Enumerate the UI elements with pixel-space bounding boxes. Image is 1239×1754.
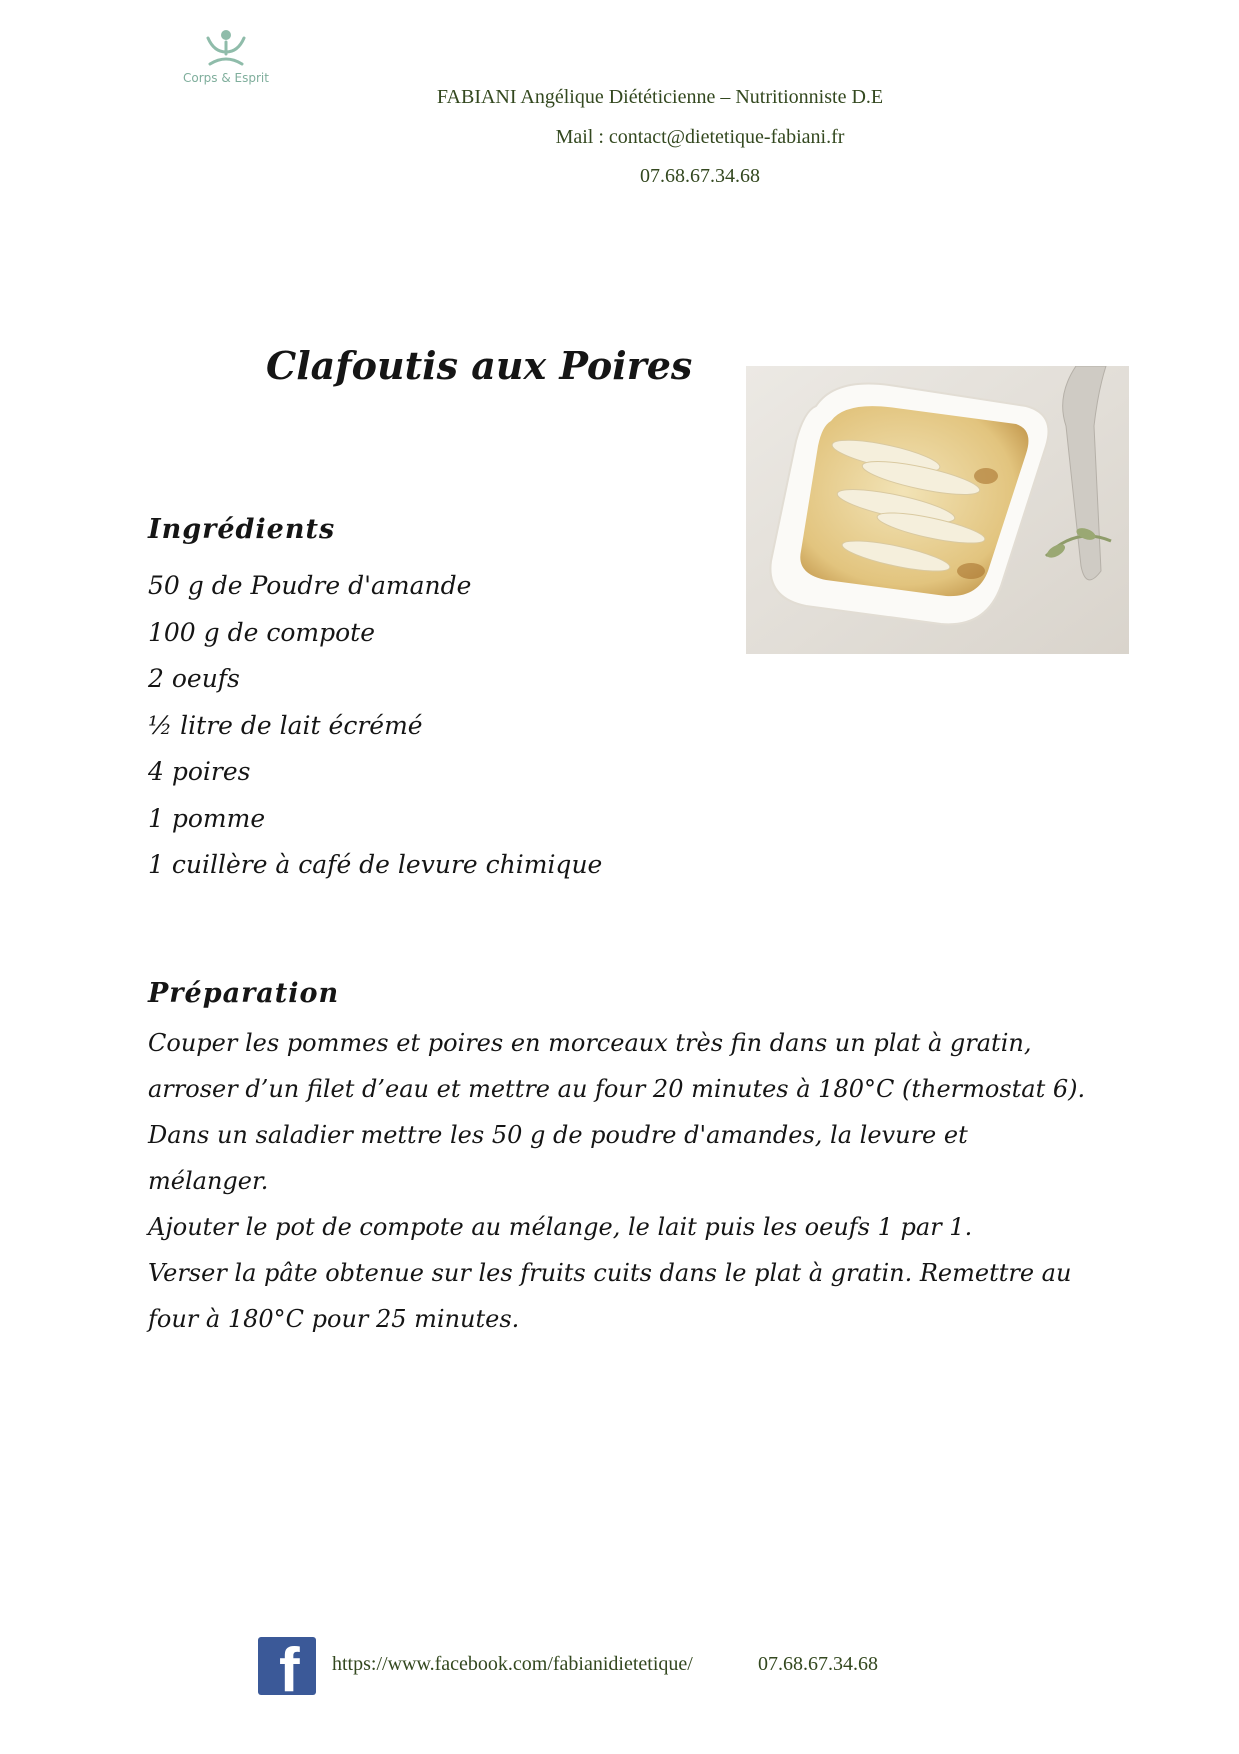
ingredient-item: 1 cuillère à café de levure chimique (148, 850, 603, 879)
recipe-title: Clafoutis aux Poires (266, 343, 693, 388)
clafoutis-photo (746, 366, 1129, 654)
contact-email[interactable]: Mail : contact@dietetique-fabiani.fr (555, 126, 845, 148)
preparation-heading: Préparation (148, 978, 340, 1009)
preparation-text (148, 1020, 1088, 1342)
ingredient-item: 1 pomme (148, 803, 266, 833)
contact-phone: 07.68.67.34.68 (640, 165, 760, 187)
ingredient-item: 2 oeufs (148, 664, 240, 693)
ingredient-item: 50 g de Poudre d'amande (148, 571, 472, 600)
corps-esprit-logo (176, 28, 276, 92)
preparation-step: Verser la pâte obtenue sur les fruits cuits dans le plat à gratin. Remettre au four à 180°C pour 25 minutes. (148, 1259, 1072, 1333)
logo-text: Corps & Esprit (183, 71, 269, 85)
facebook-icon[interactable]: f (258, 1637, 316, 1695)
footer-phone: 07.68.67.34.68 (758, 1653, 878, 1675)
preparation-step: Couper les pommes et poires en morceaux très fin dans un plat à gratin, arroser d’un filet d’eau et mettre au four 20 minutes à 180°C (thermostat 6). (148, 1029, 1086, 1103)
dietitian-name: FABIANI Angélique Diététicienne – Nutritionniste D.E (436, 86, 884, 108)
ingredients-list (148, 563, 602, 889)
person-meditation-icon (204, 28, 248, 70)
ingredients-heading: Ingrédients (148, 514, 336, 545)
preparation-step: Ajouter le pot de compote au mélange, le lait puis les oeufs 1 par 1. (148, 1213, 973, 1241)
preparation-step: Dans un saladier mettre les 50 g de poudre d'amandes, la levure et mélanger. (148, 1121, 968, 1195)
facebook-link[interactable]: https://www.facebook.com/fabianidietetique/ (332, 1653, 693, 1675)
ingredient-item: ½ litre de lait écrémé (148, 710, 423, 740)
ingredient-item: 100 g de compote (148, 617, 376, 647)
ingredient-item: 4 poires (148, 757, 251, 786)
